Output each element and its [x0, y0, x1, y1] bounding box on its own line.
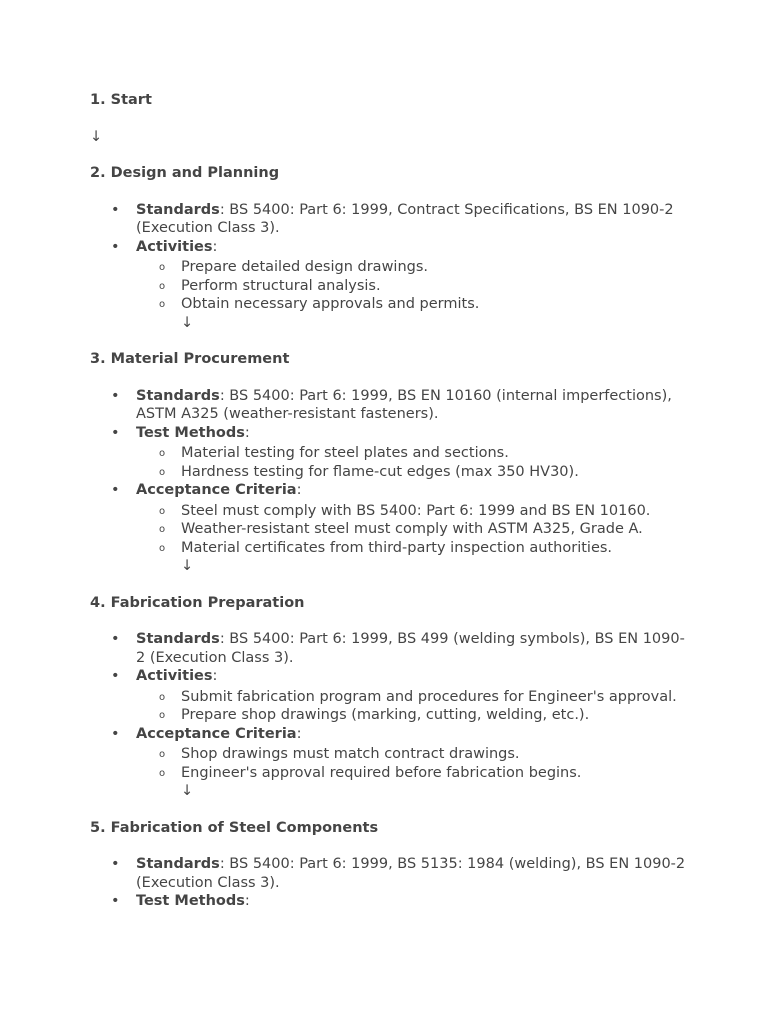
standards-item [90, 630, 690, 667]
list-item: o Hardness testing for flame-cut edges (max 350 HV30). [136, 463, 690, 482]
test-methods-item [90, 892, 690, 911]
step-2-title: 2. Design and Planning [90, 165, 280, 181]
step-3-list [90, 387, 690, 576]
standards-label: Standards [136, 387, 220, 404]
test-methods-label: Test Methods [136, 424, 245, 441]
standards-item [90, 387, 690, 424]
standards-text: : BS 5400: Part 6: 1999, BS 5135: 1984 (welding), BS EN 1090-2 (Execution Class 3). [136, 856, 686, 891]
process-flow [90, 91, 690, 911]
list-item: o Submit fabrication program and procedures for Engineer's approval. [136, 688, 690, 707]
standards-text: : BS 5400: Part 6: 1999, BS 499 (welding symbols), BS EN 1090-2 (Execution Class 3). [136, 631, 685, 666]
acceptance-label: Acceptance Criteria [136, 482, 297, 498]
activities-item [90, 667, 690, 725]
list-item: o Weather-resistant steel must comply with ASTM A325, Grade A. [136, 520, 690, 539]
list-item: o Material testing for steel plates and sections. [136, 444, 690, 463]
list-item: o Material certificates from third-party inspection authorities. [136, 539, 690, 558]
test-methods-sublist [136, 444, 690, 481]
list-item: o Engineer's approval required before fabrication begins. [136, 764, 690, 783]
step-4-title: 4. Fabrication Preparation [90, 594, 305, 611]
standards-item [90, 855, 690, 892]
list-item: o Prepare shop drawings (marking, cutting, welding, etc.). [136, 706, 690, 725]
test-methods-item [90, 424, 690, 482]
activities-sublist [136, 258, 690, 314]
down-arrow-icon: ↓ [90, 128, 103, 145]
standards-item [90, 201, 690, 238]
activities-label: Activities [136, 668, 213, 684]
colon: : [244, 424, 250, 441]
standards-text: : BS 5400: Part 6: 1999, Contract Specifications, BS EN 1090-2 (Execution Class 3). [136, 201, 674, 236]
acceptance-criteria-item [90, 725, 690, 801]
colon: : [212, 668, 218, 684]
down-arrow-icon: ↓ [181, 558, 194, 574]
acceptance-sublist [136, 502, 690, 558]
list-item: o Steel must comply with BS 5400: Part 6: 1999 and BS EN 10160. [136, 502, 690, 521]
acceptance-criteria-item [90, 481, 690, 576]
standards-label: Standards [136, 631, 220, 647]
colon: : [296, 482, 302, 498]
acceptance-sublist [136, 745, 690, 782]
step-1-title: 1. Start [90, 92, 152, 108]
activities-label: Activities [136, 238, 213, 255]
colon: : [244, 893, 250, 909]
down-arrow-icon: ↓ [181, 783, 194, 799]
standards-label: Standards [136, 856, 220, 872]
step-2-list [90, 201, 690, 333]
step-3-title: 3. Material Procurement [90, 351, 290, 367]
step-4-list [90, 630, 690, 801]
step-5-list [90, 855, 690, 911]
list-item: o Perform structural analysis. [136, 277, 690, 296]
list-item: o Shop drawings must match contract drawings. [136, 745, 690, 764]
colon: : [296, 725, 302, 742]
down-arrow-icon: ↓ [181, 314, 194, 331]
step-5-title: 5. Fabrication of Steel Components [90, 819, 379, 836]
list-item: o Obtain necessary approvals and permits. [136, 295, 690, 314]
test-methods-label: Test Methods [136, 893, 245, 909]
activities-item [90, 238, 690, 333]
activities-sublist [136, 688, 690, 725]
standards-text: : BS 5400: Part 6: 1999, BS EN 10160 (internal imperfections), ASTM A325 (weather-resistant fasteners). [136, 387, 672, 422]
list-item: o Prepare detailed design drawings. [136, 258, 690, 277]
acceptance-label: Acceptance Criteria [136, 725, 297, 742]
standards-label: Standards [136, 201, 220, 218]
colon: : [212, 238, 218, 255]
